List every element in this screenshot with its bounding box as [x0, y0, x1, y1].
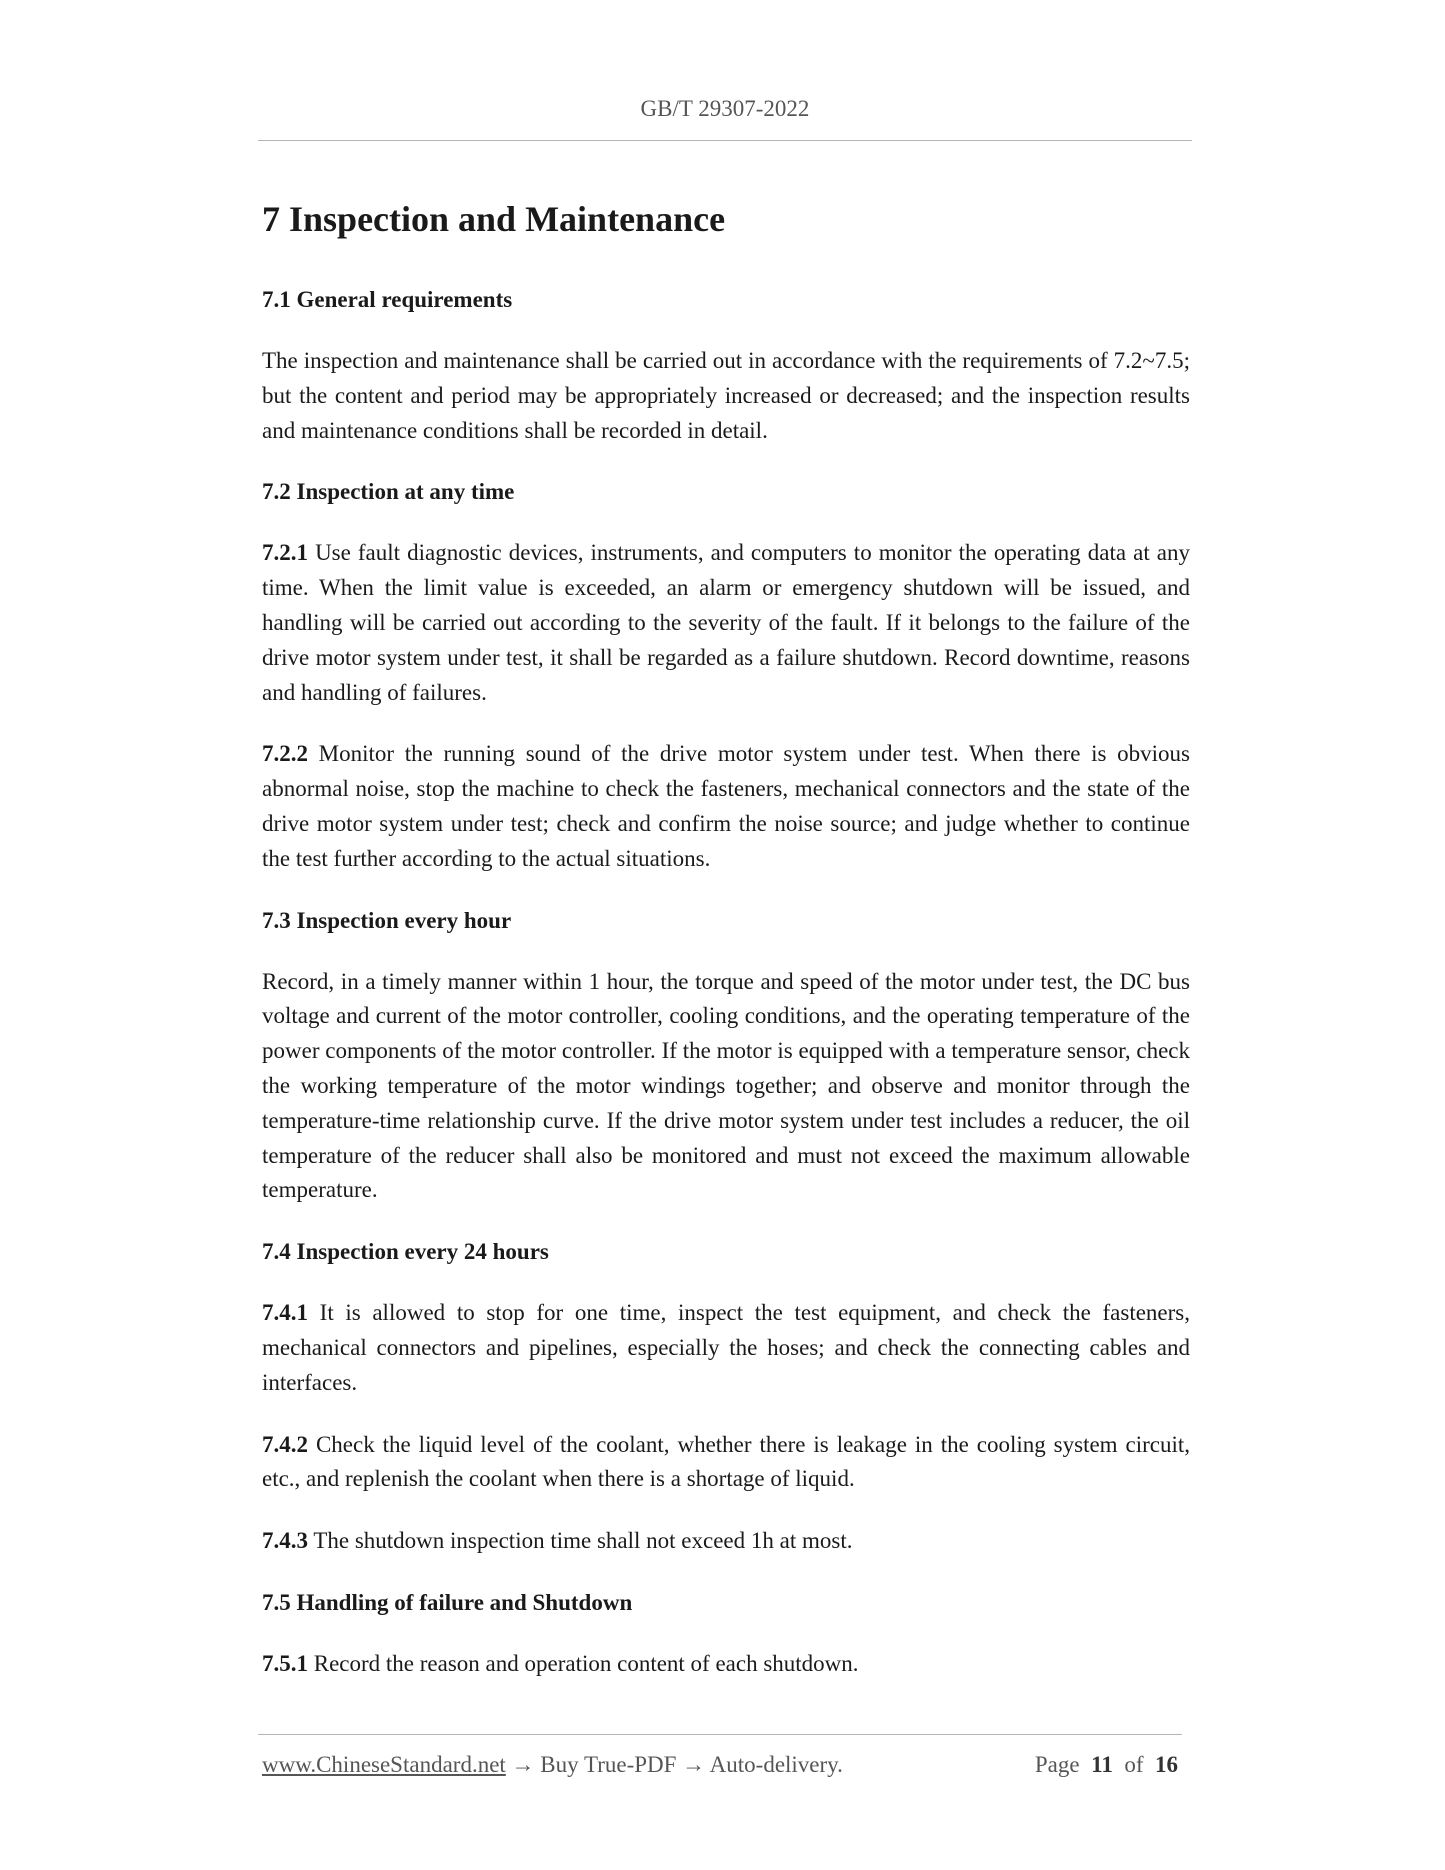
site-link[interactable]: www.ChineseStandard.net — [262, 1752, 506, 1777]
clause-number: 7.2.1 — [262, 540, 308, 566]
footer-tagline: → Buy True-PDF → Auto-delivery. — [505, 1752, 843, 1777]
section-heading: 7.3 Inspection every hour — [262, 907, 512, 933]
paragraph: Record, in a timely manner within 1 hour, the torque and speed of the motor under test, the DC bus voltage and current of the motor controller, cooling conditions, and the operating temperature of the power components of the motor controller. If the motor is equipped with a temperature sensor, check the working temperature of the motor windings together; and observe and monitor through the temperature-time relationship curve. If the drive motor system under test includes a reducer, the oil temperature of the reducer shall also be monitored and must not exceed the maximum allowable temperature. — [262, 968, 1190, 1203]
page-indicator: Page 11 of 16 — [1034, 1752, 1178, 1777]
total-page-number: 16 — [1155, 1752, 1178, 1777]
document-body — [262, 195, 1190, 1709]
section-heading: 7.4 Inspection every 24 hours — [262, 1239, 549, 1265]
section-heading: 7.1 General requirements — [262, 287, 513, 312]
header-divider — [258, 140, 1192, 141]
section-heading: 7.5 Handling of failure and Shutdown — [262, 1589, 633, 1615]
paragraph: 7.5.1 Record the reason and operation content of each shutdown. — [262, 1650, 859, 1676]
clause-number: 7.2.2 — [262, 741, 308, 767]
clause-number: 7.4.3 — [262, 1528, 308, 1554]
paragraph: 7.4.3 The shutdown inspection time shall not exceed 1h at most. — [262, 1528, 853, 1554]
clause-number: 7.5.1 — [262, 1650, 308, 1676]
paragraph: 7.4.2 Check the liquid level of the coolant, whether there is leakage in the cooling system circuit, etc., and replenish the coolant when there is a shortage of liquid. — [262, 1431, 1190, 1492]
paragraph: 7.2.2 Monitor the running sound of the drive motor system under test. When there is obvious abnormal noise, stop the machine to check the fasteners, mechanical connectors and the state of the drive motor system under test; check and confirm the noise source; and judge whether to continue the test further according to the actual situations. — [262, 741, 1190, 871]
paragraph: 7.4.1 It is allowed to stop for one time, inspect the test equipment, and check the fasteners, mechanical connectors and pipelines, especially the hoses; and check the connecting cables and interfaces. — [262, 1300, 1190, 1395]
chapter-title: 7 Inspection and Maintenance — [262, 199, 726, 239]
footer-divider — [258, 1734, 1182, 1735]
clause-number: 7.4.2 — [262, 1431, 308, 1457]
page-header-standard-id: GB/T 29307-2022 — [640, 96, 810, 121]
current-page-number: 11 — [1091, 1752, 1113, 1777]
clause-number: 7.4.1 — [262, 1300, 308, 1326]
paragraph: The inspection and maintenance shall be carried out in accordance with the requirements of 7.2~7.5; but the content and period may be appropriately increased or decreased; and the inspection results and maintenance conditions shall be recorded in detail. — [262, 348, 1190, 443]
page-footer — [262, 1752, 1182, 1778]
section-heading: 7.2 Inspection at any time — [262, 479, 515, 505]
paragraph: 7.2.1 Use fault diagnostic devices, instruments, and computers to monitor the operating data at any time. When the limit value is exceeded, an alarm or emergency shutdown will be issued, and handling will be carried out according to the severity of the fault. If it belongs to the failure of the drive motor system under test, it shall be regarded as a failure shutdown. Record downtime, reasons and handling of failures. — [262, 540, 1190, 705]
